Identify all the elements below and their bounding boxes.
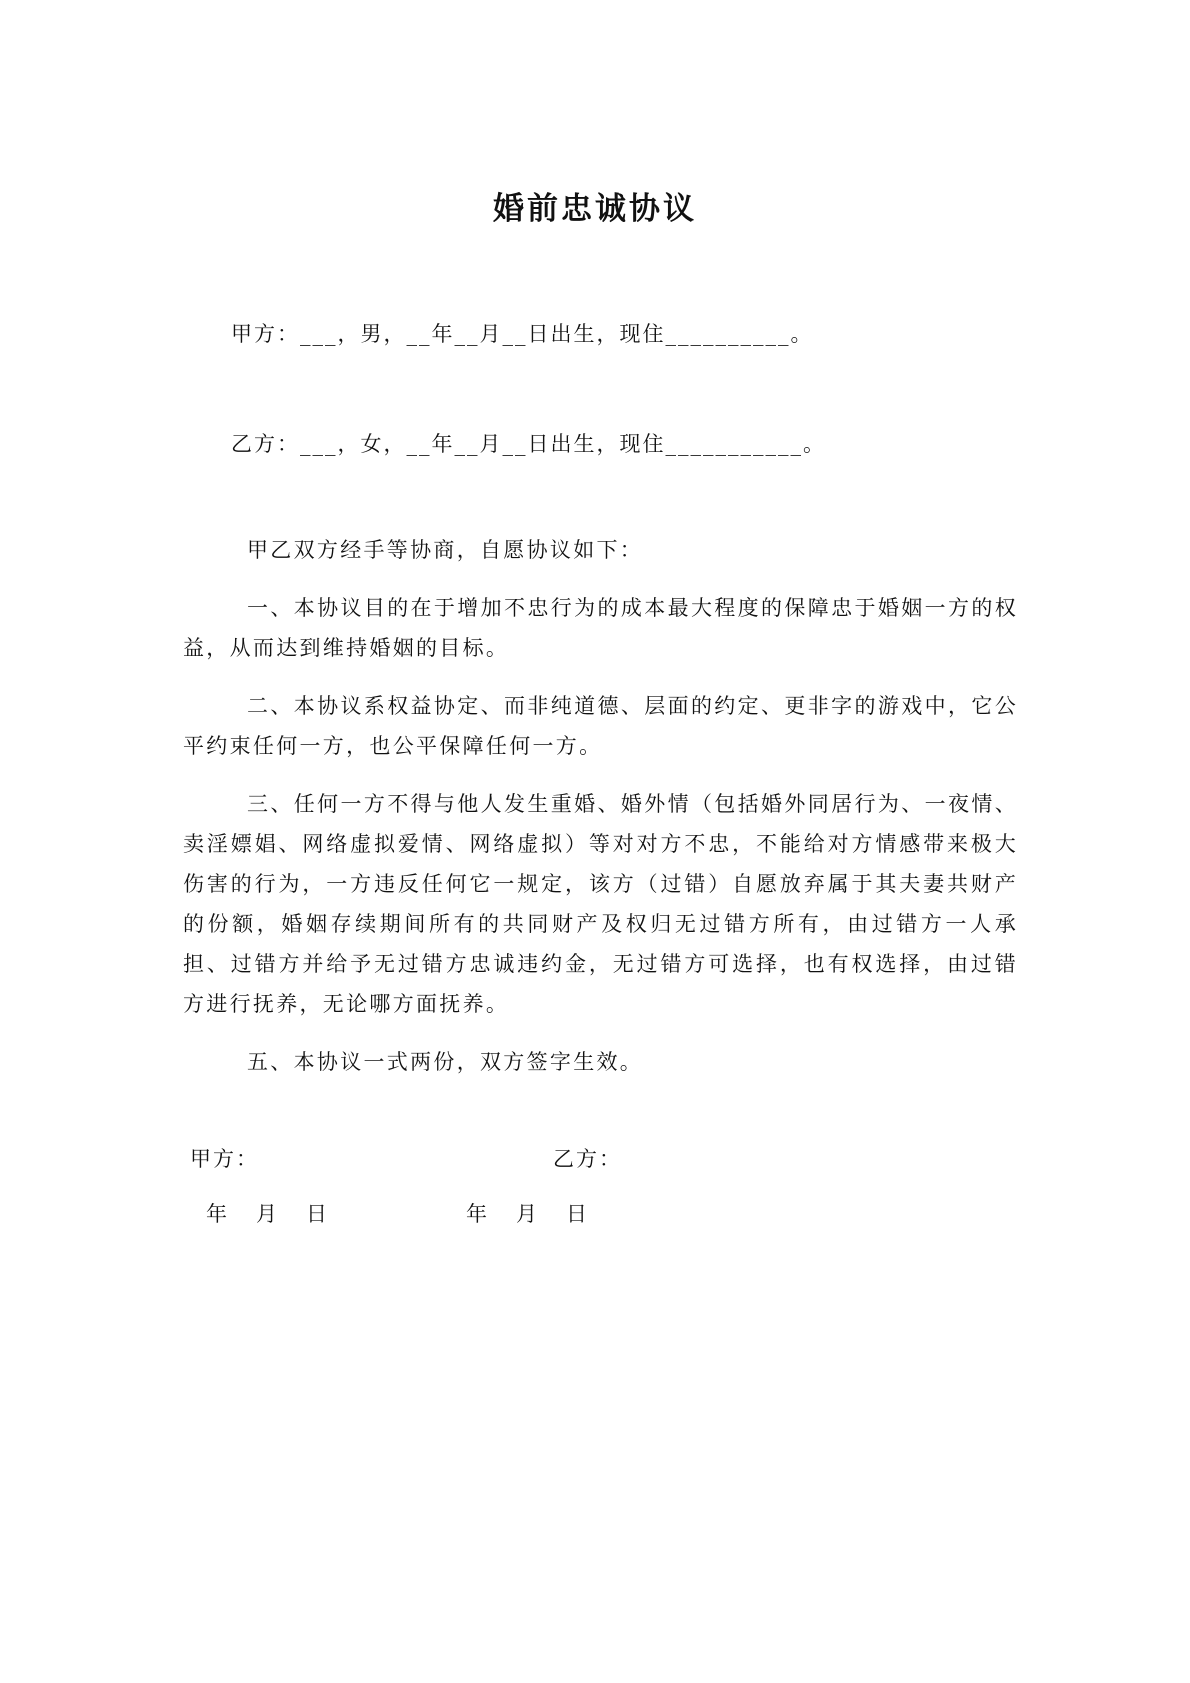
- party-a-signature-label: 甲方：: [190, 1147, 259, 1171]
- party-b-signature-label: 乙方：: [553, 1147, 622, 1171]
- document-title: 婚前忠诚协议: [493, 191, 697, 227]
- intro-paragraph: 甲乙双方经手等协商，自愿协议如下：: [247, 538, 644, 562]
- clause-3: 三、任何一方不得与他人发生重婚、婚外情（包括婚外同居行为、一夜情、卖淫嫖娼、网络虚拟爱情、网络虚拟）等对对方不忠，不能给对方情感带来极大伤害的行为，一方违反任何它一规定，该方（过错）自愿放弃属于其夫妻共财产的份额，婚姻存续期间所有的共同财产及权归无过错方所有，由过错方一人承担、过错方并给予无过错方忠诚违约金，无过错方可选择，也有权选择，由过错方进行抚养，无论哪方面抚养。: [183, 792, 1018, 1016]
- party-b-date: [466, 1198, 616, 1228]
- party-a-date: [206, 1198, 356, 1228]
- party-a-info: 甲方：___，男，__年__月__日出生，现住__________。: [231, 322, 814, 346]
- date-month-label: 月: [516, 1202, 537, 1226]
- date-month-label: 月: [256, 1202, 277, 1226]
- date-day-label: 日: [306, 1202, 327, 1226]
- clause-1: 一、本协议目的在于增加不忠行为的成本最大程度的保障忠于婚姻一方的权益，从而达到维持婚姻的目标。: [183, 596, 1018, 660]
- date-day-label: 日: [566, 1202, 587, 1226]
- agreement-body: [183, 530, 1018, 1100]
- date-year-label: 年: [466, 1202, 487, 1226]
- clause-5: 五、本协议一式两份，双方签字生效。: [247, 1050, 644, 1074]
- clause-2: 二、本协议系权益协定、而非纯道德、层面的约定、更非字的游戏中，它公平约束任何一方，也公平保障任何一方。: [183, 694, 1018, 758]
- date-year-label: 年: [206, 1202, 227, 1226]
- party-b-info: 乙方：___，女，__年__月__日出生，现住___________。: [231, 432, 826, 456]
